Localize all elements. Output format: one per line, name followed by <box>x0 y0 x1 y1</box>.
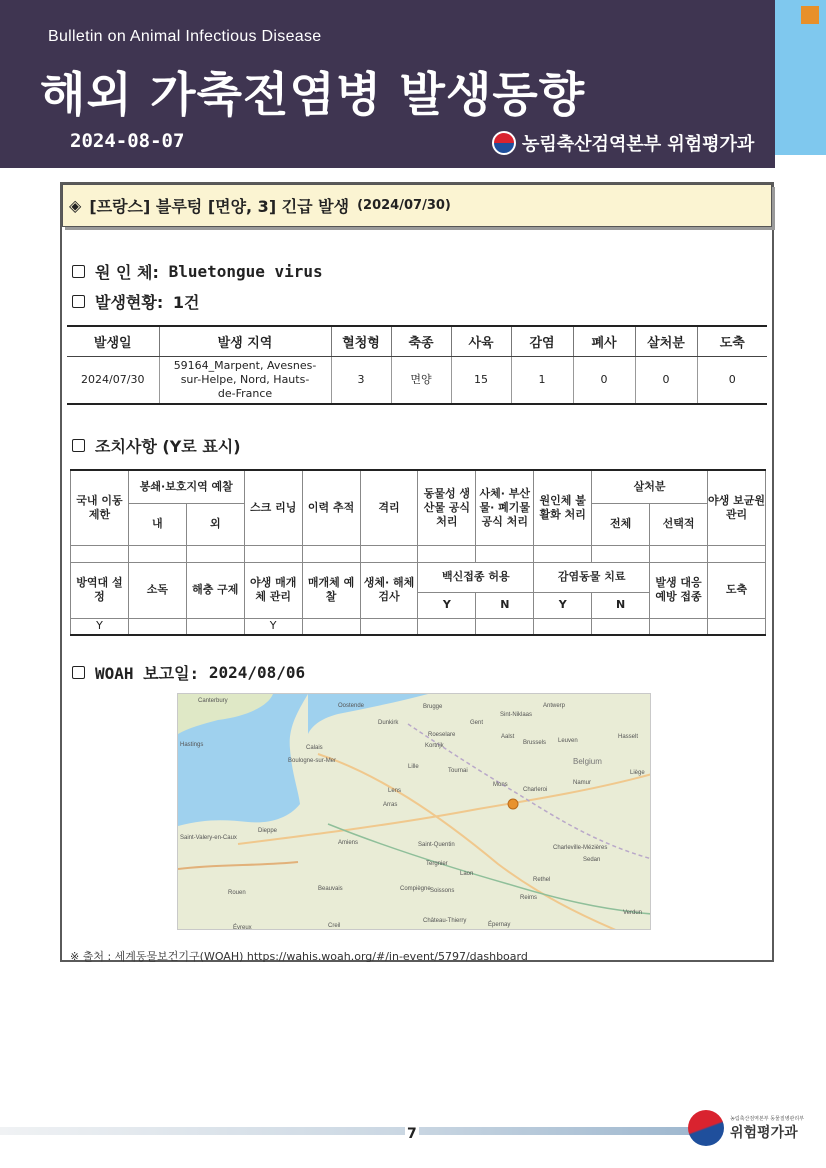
map-label: Tergnier <box>426 861 448 867</box>
map-label: Namur <box>573 780 592 786</box>
cell-value <box>476 545 534 562</box>
map-label: Laon <box>460 871 474 877</box>
map-label: Lille <box>408 764 419 770</box>
header-region: 발생 지역 <box>159 326 331 356</box>
checkbox-icon <box>72 666 85 679</box>
col-zone: 봉쇄·보호지역 예찰 <box>128 470 244 503</box>
col-preventive: 발생 대응 예방 접종 <box>650 562 708 618</box>
report-date: (2024/07/30) <box>357 198 451 213</box>
cell-value <box>418 545 476 562</box>
map-label: Saint-Valery-en-Caux <box>180 835 237 841</box>
outbreak-section <box>72 290 199 313</box>
cell-value <box>186 545 244 562</box>
map-label: Lens <box>388 788 402 794</box>
col-control-zone: 방역대 설정 <box>71 562 129 618</box>
map-label: Boulogne-sur-Mer <box>288 758 337 764</box>
cell-value <box>360 618 418 635</box>
outbreak-table <box>67 325 767 405</box>
header-deaths: 폐사 <box>573 326 635 356</box>
pathogen-section <box>72 260 323 283</box>
header-species: 축종 <box>391 326 451 356</box>
col-slaughter: 도축 <box>707 562 765 618</box>
measures-table <box>70 469 766 636</box>
map-label: Brugge <box>423 704 443 710</box>
footer-logo <box>688 1110 804 1146</box>
col-treatment-yes: Y <box>534 592 592 618</box>
woah-value: 2024/08/06 <box>208 663 306 682</box>
cell-deaths: 0 <box>573 356 635 404</box>
cell-killed: 0 <box>635 356 697 404</box>
col-culling-selective: 선택적 <box>650 503 708 545</box>
table-row <box>71 618 766 635</box>
map-label: Tournai <box>448 768 468 774</box>
diamond-bullet-icon: ◈ <box>69 196 82 215</box>
cell-value <box>418 618 476 635</box>
col-official-products: 동물성 생산물 공식 처리 <box>418 470 476 545</box>
cell-value <box>592 618 650 635</box>
outbreak-marker <box>508 799 518 809</box>
outbreak-label: 발생현황: <box>95 293 164 312</box>
cell-value <box>476 618 534 635</box>
pathogen-value: Bluetongue virus <box>168 262 323 281</box>
map-label: Épernay <box>488 922 511 928</box>
map-label: Rouen <box>228 890 246 896</box>
map-label: Hastings <box>180 742 204 748</box>
checkbox-icon <box>72 265 85 278</box>
cell-value <box>128 618 186 635</box>
report-box <box>60 182 774 962</box>
cell-value <box>534 545 592 562</box>
map-label: Sint-Niklaas <box>500 712 533 718</box>
issue-date: 2024-08-07 <box>70 130 185 152</box>
cell-value <box>592 545 650 562</box>
header-susceptible: 사육 <box>451 326 511 356</box>
map-label: Compiègne <box>400 886 431 892</box>
col-quarantine: 격리 <box>360 470 418 545</box>
map-label: Charleroi <box>523 787 548 793</box>
map-label: Brussels <box>523 740 547 746</box>
checkbox-icon <box>72 295 85 308</box>
organization <box>492 130 754 156</box>
footer-org-big: 위험평가과 <box>730 1124 798 1141</box>
footer-org <box>730 1115 804 1142</box>
header-slaughtered: 도축 <box>697 326 767 356</box>
accent-square-orange <box>801 6 819 24</box>
col-bio-test: 생체· 해체 검사 <box>360 562 418 618</box>
map-label: Mons <box>493 782 508 788</box>
map-label: Canterbury <box>198 698 228 704</box>
cell-value <box>186 618 244 635</box>
col-zone-in: 내 <box>128 503 186 545</box>
bulletin-label: Bulletin on Animal Infectious Disease <box>48 28 322 45</box>
cell-value <box>707 618 765 635</box>
page-number: 7 <box>407 1126 417 1142</box>
report-title-bar <box>62 184 772 227</box>
map-label: Roeselare <box>428 732 456 738</box>
col-carcass: 사체· 부산물· 폐기물 공식 처리 <box>476 470 534 545</box>
col-vaccination-no: N <box>476 592 534 618</box>
map-label: Hasselt <box>618 734 639 740</box>
cell-value <box>71 545 129 562</box>
cell-value <box>244 545 302 562</box>
cell-value: Y <box>71 618 129 635</box>
col-treatment: 감염동물 치료 <box>534 562 650 592</box>
map-label: Belgium <box>573 757 602 766</box>
cell-value <box>707 545 765 562</box>
map-label: Sedan <box>583 857 601 863</box>
map-label: Charleville-Mézières <box>553 845 608 851</box>
page-title: 해외 가축전염병 발생동향 <box>40 68 586 123</box>
source-note: ※ 출처 : 세계동물보건기구(WOAH) https://wahis.woah.org/#/in-event/5797/dashboard <box>70 950 528 963</box>
outbreak-value: 1건 <box>172 293 200 312</box>
col-vaccination: 백신접종 허용 <box>418 562 534 592</box>
header-killed: 살처분 <box>635 326 697 356</box>
table-row <box>67 356 767 404</box>
map-label: Évreux <box>233 925 252 930</box>
map-label: Oostende <box>338 703 365 709</box>
map-label: Verdun <box>623 910 643 916</box>
map-label: Calais <box>306 745 323 751</box>
header-serotype: 혈청형 <box>331 326 391 356</box>
col-culling: 살처분 <box>592 470 708 503</box>
col-wild-vector: 야생 매개체 관리 <box>244 562 302 618</box>
map-label: Château-Thierry <box>423 918 467 924</box>
col-domestic: 국내 이동 제한 <box>71 470 129 545</box>
footer-org-small: 농림축산검역본부 동물질병관리부 <box>730 1115 805 1122</box>
map-label: Gent <box>470 720 484 726</box>
measures-section <box>72 434 241 457</box>
map-label: Creil <box>328 923 341 929</box>
footer-divider <box>0 1127 690 1135</box>
table-row <box>71 545 766 562</box>
page-header <box>0 0 775 168</box>
map-label: Dieppe <box>258 828 278 834</box>
map-label: Dunkirk <box>378 720 399 726</box>
col-treatment-no: N <box>592 592 650 618</box>
cell-value <box>128 545 186 562</box>
cell-value <box>650 618 708 635</box>
pathogen-label: 원 인 체: <box>95 263 159 282</box>
woah-section <box>72 661 305 684</box>
report-title: [프랑스] 블루텅 [면양, 3] 긴급 발생 <box>89 197 350 216</box>
col-screening: 스크 리닝 <box>244 470 302 545</box>
map-svg <box>178 694 651 930</box>
header-cases: 감염 <box>511 326 573 356</box>
table-header-row <box>67 326 767 356</box>
organization-name: 농림축산검역본부 위험평가과 <box>522 134 755 155</box>
cell-value <box>302 545 360 562</box>
map-label: Amiens <box>338 840 359 846</box>
cell-value <box>360 545 418 562</box>
col-vector-surveillance: 매개체 예찰 <box>302 562 360 618</box>
col-culling-all: 전체 <box>592 503 650 545</box>
cell-value <box>650 545 708 562</box>
woah-label: WOAH 보고일: <box>95 664 200 683</box>
cell-slaughtered: 0 <box>697 356 767 404</box>
government-logo-icon <box>688 1110 724 1146</box>
government-logo-icon <box>492 131 516 155</box>
cell-species: 면양 <box>391 356 451 404</box>
map-label: Aalst <box>501 734 515 740</box>
map-label: Beauvais <box>318 886 343 892</box>
measures-label: 조치사항 (Y로 표시) <box>95 437 241 456</box>
map-label: Leuven <box>558 738 578 744</box>
cell-value <box>302 618 360 635</box>
cell-value <box>534 618 592 635</box>
cell-region: 59164_Marpent, Avesnes-sur-Helpe, Nord, Hauts-de-France <box>159 356 331 404</box>
map-label: Soissons <box>430 888 455 894</box>
col-inactivation: 원인체 불활화 처리 <box>534 470 592 545</box>
map-label: Saint-Quentin <box>418 842 455 848</box>
checkbox-icon <box>72 439 85 452</box>
col-disinfection: 소독 <box>128 562 186 618</box>
cell-cases: 1 <box>511 356 573 404</box>
header-date: 발생일 <box>67 326 159 356</box>
col-vaccination-yes: Y <box>418 592 476 618</box>
measures-header-row-2 <box>71 562 766 592</box>
map-label: Arras <box>383 802 398 808</box>
cell-susceptible: 15 <box>451 356 511 404</box>
col-trace: 이력 추적 <box>302 470 360 545</box>
map-label: Liège <box>630 770 645 776</box>
map-label: Reims <box>520 895 538 901</box>
cell-serotype: 3 <box>331 356 391 404</box>
col-wildlife: 야생 보균원 관리 <box>707 470 765 545</box>
cell-value: Y <box>244 618 302 635</box>
outbreak-map <box>177 693 651 930</box>
col-zone-out: 외 <box>186 503 244 545</box>
map-label: Kortrijk <box>425 743 444 749</box>
col-pest: 해충 구제 <box>186 562 244 618</box>
measures-header-row <box>71 470 766 503</box>
cell-date: 2024/07/30 <box>81 372 145 386</box>
map-label: Antwerp <box>543 703 566 709</box>
map-label: Rethel <box>533 877 551 883</box>
